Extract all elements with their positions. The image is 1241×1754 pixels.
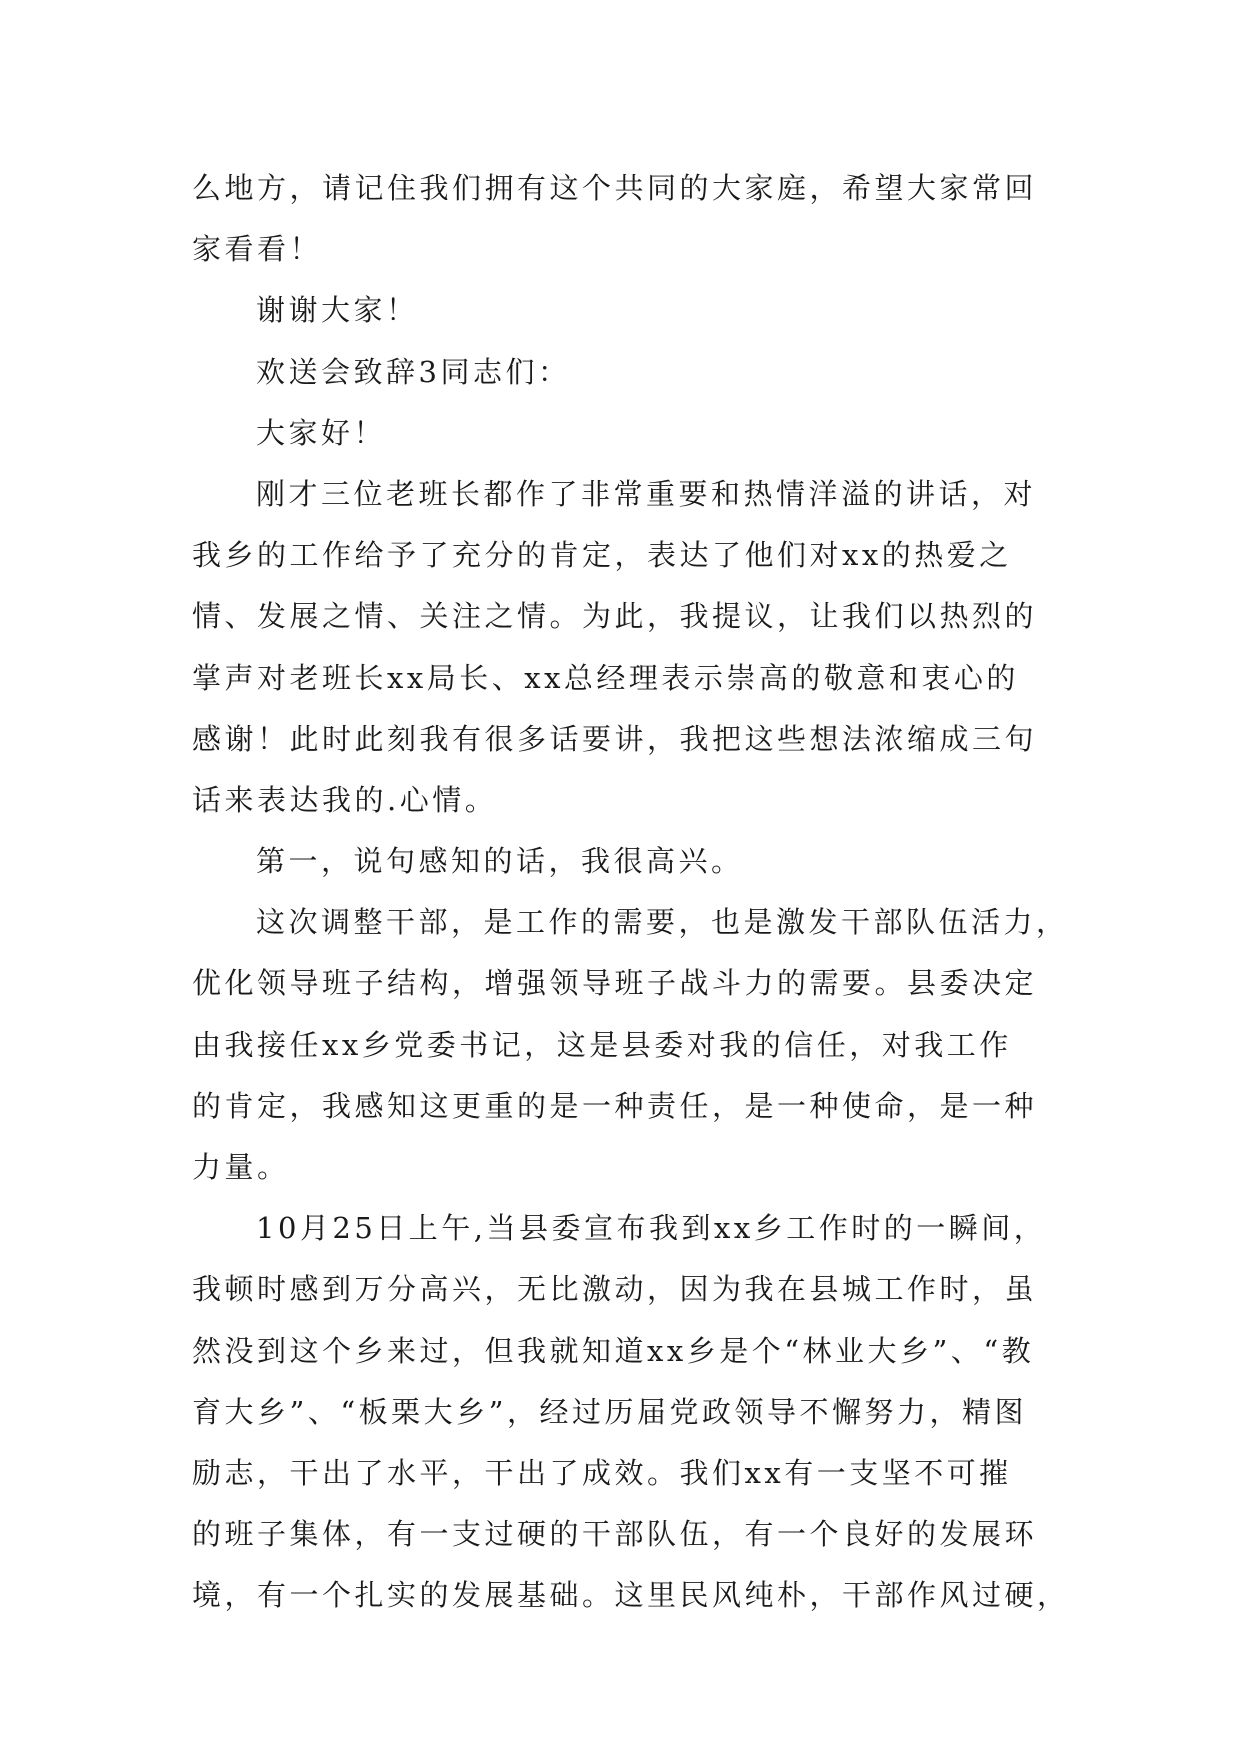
text-line: 然没到这个乡来过，但我就知道xx乡是个“林业大乡”、“教 (192, 1333, 1035, 1368)
text-line: 话来表达我的.心情。 (192, 782, 498, 817)
text-line: 家看看！ (192, 232, 323, 267)
text-line: 情、发展之情、关注之情。为此，我提议，让我们以热烈的 (192, 599, 1038, 634)
text-line: 刚才三位老班长都作了非常重要和热情洋溢的讲话，对 (256, 476, 1037, 511)
text-line: 这次调整干部，是工作的需要，也是激发干部队伍活力， (256, 905, 1069, 940)
text-line: 掌声对老班长xx局长、xx总经理表示崇高的敬意和衷心的 (192, 660, 1019, 695)
text-line: 优化领导班子结构，增强领导班子战斗力的需要。县委决定 (192, 966, 1038, 1001)
text-line: 大家好！ (256, 415, 387, 450)
text-line: 10月25日上午,当县委宣布我到xx乡工作时的一瞬间， (256, 1211, 1047, 1246)
text-line: 第一，说句感知的话，我很高兴。 (256, 844, 744, 879)
document-body (192, 158, 1070, 1627)
text-line: 境，有一个扎实的发展基础。这里民风纯朴，干部作风过硬， (192, 1578, 1070, 1613)
text-line: 力量。 (192, 1150, 290, 1184)
text-line: 谢谢大家！ (256, 293, 419, 328)
text-line: 感谢！此时此刻我有很多话要讲，我把这些想法浓缩成三句 (192, 721, 1038, 756)
text-line: 我顿时感到万分高兴，无比激动，因为我在县城工作时，虽 (192, 1272, 1038, 1307)
text-line: 欢送会致辞3同志们： (256, 354, 571, 389)
text-line: 我乡的工作给予了充分的肯定，表达了他们对xx的热爱之 (192, 538, 1012, 573)
text-line: 育大乡”、“板栗大乡”，经过历届党政领导不懈努力，精图 (192, 1394, 1027, 1429)
text-line: 的班子集体，有一支过硬的干部队伍，有一个良好的发展环 (192, 1517, 1038, 1552)
text-line: 的肯定，我感知这更重的是一种责任，是一种使命，是一种 (192, 1088, 1038, 1123)
text-line: 由我接任xx乡党委书记，这是县委对我的信任，对我工作 (192, 1027, 1012, 1062)
text-line: 励志，干出了水平，干出了成效。我们xx有一支坚不可摧 (192, 1455, 1012, 1490)
text-line: 么地方，请记住我们拥有这个共同的大家庭，希望大家常回 (192, 171, 1038, 205)
